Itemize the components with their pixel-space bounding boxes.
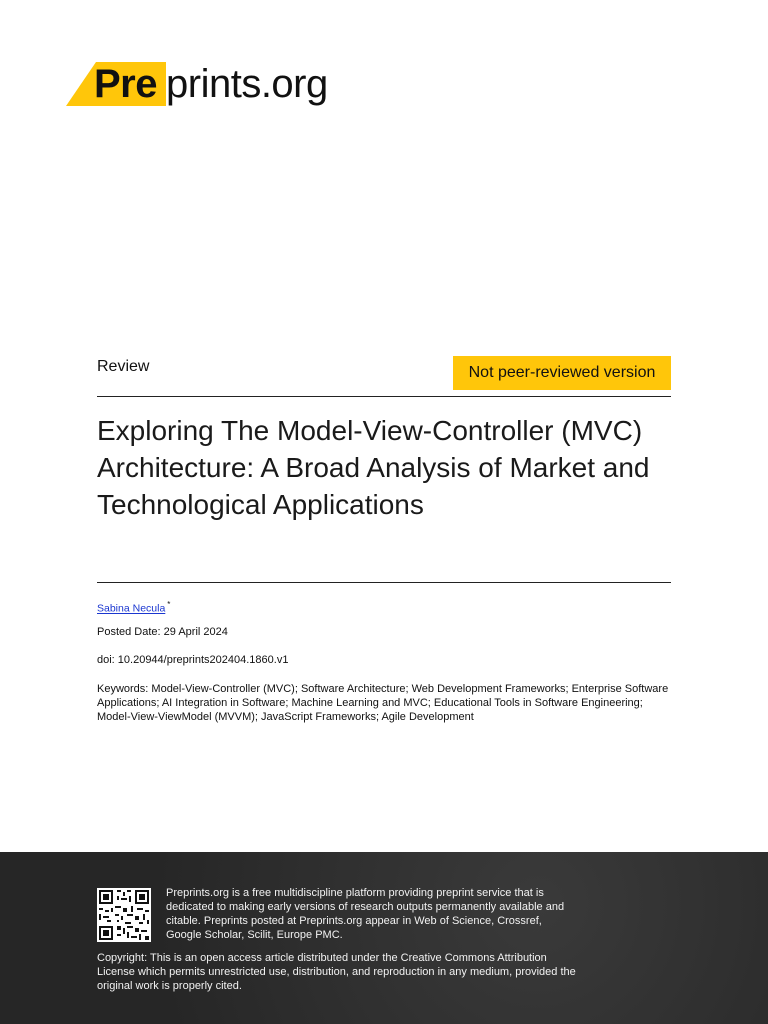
keywords: Keywords: Model-View-Controller (MVC); Software Architecture; Web Development Frameworks; Enterprise Software Applications; AI Integration in Software; Machine Learning and MVC; Educational Tools in Software Engineering; Model-View-ViewModel (MVVM); JavaScript Frameworks; Agile Development <box>97 683 669 723</box>
preprints-logo[interactable] <box>66 60 366 108</box>
doi: doi: 10.20944/preprints202404.1860.v1 <box>97 654 289 666</box>
qr-code-icon <box>97 888 151 942</box>
author-line <box>97 600 170 615</box>
article-type: Review <box>97 358 150 375</box>
author-marker: * <box>167 600 171 609</box>
platform-description: Preprints.org is a free multidiscipline platform providing preprint service that is dedicated to making early versions of research outputs permanently available and citable. Preprints posted at Preprints.org appear in Web of Science, Crossref, Google Scholar, Scilit, Europe PMC. <box>166 887 565 941</box>
peer-review-badge: Not peer-reviewed version <box>453 356 671 390</box>
title-bottom-divider <box>97 582 671 583</box>
copyright-notice: Copyright: This is an open access article distributed under the Creative Commons Attribution License which permits unrestricted use, distribution, and reproduction in any medium, provided the original work is properly cited. <box>97 952 576 992</box>
article-title: Exploring The Model-View-Controller (MVC) Architecture: A Broad Analysis of Market and Technological Applications <box>97 415 650 520</box>
logo-prefix: Pre <box>94 62 157 106</box>
author-link[interactable]: Sabina Necula <box>97 602 166 615</box>
posted-date: Posted Date: 29 April 2024 <box>97 626 228 638</box>
title-top-divider <box>97 396 671 397</box>
logo-suffix: prints.org <box>166 62 328 106</box>
